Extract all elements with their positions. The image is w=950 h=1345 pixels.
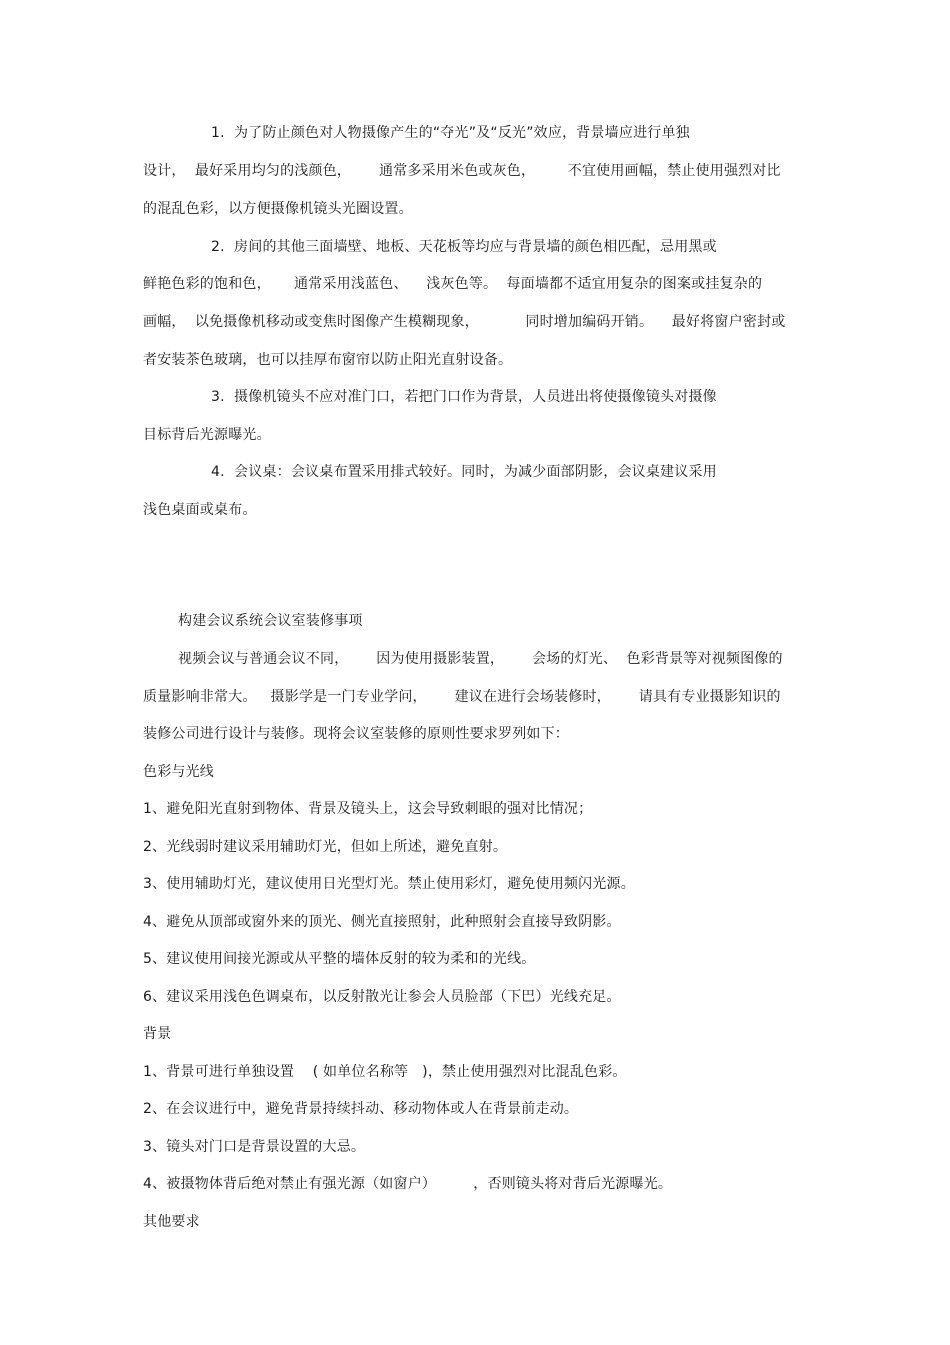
paragraph-2-line-3: 画幅， 以免摄像机移动或变焦时图像产生模糊现象， 同时增加编码开销。 最好将窗户密封或 <box>143 314 786 330</box>
list-item: 1、背景可进行单独设置 ( 如单位名称等 )，禁止使用强烈对比混乱色彩。 <box>143 1064 627 1080</box>
paragraph-2-line-1: 2. 房间的其他三面墙壁、地板、天花板等均应与背景墙的颜色相匹配，忌用黑或 <box>211 239 717 255</box>
paragraph-3-line-1: 3. 摄像机镜头不应对准门口，若把门口作为背景，人员进出将使摄像镜头对摄像 <box>211 389 717 405</box>
intro-line-2: 质量影响非常大。 摄影学是一门专业学问， 建议在进行会场装修时， 请具有专业摄影知识的 <box>143 689 781 705</box>
section-title: 构建会议系统会议室装修事项 <box>178 613 363 629</box>
paragraph-2-line-4: 者安装茶色玻璃，也可以挂厚布窗帘以防止阳光直射设备。 <box>143 352 513 368</box>
list-item: 1、避免阳光直射到物体、背景及镜头上，这会导致刺眼的强对比情况； <box>143 801 593 817</box>
list-item: 2、光线弱时建议采用辅助灯光，但如上所述，避免直射。 <box>143 839 508 855</box>
paragraph-4-line-1: 4. 会议桌：会议桌布置采用排式较好。同时，为减少面部阴影，会议桌建议采用 <box>211 464 717 480</box>
list-item: 3、使用辅助灯光，建议使用日光型灯光。禁止使用彩灯，避免使用频闪光源。 <box>143 876 635 892</box>
list-item: 6、建议采用浅色色调桌布，以反射散光让参会人员脸部（下巴）光线充足。 <box>143 989 621 1005</box>
paragraph-1-line-2: 设计， 最好采用均匀的浅颜色， 通常多采用米色或灰色， 不宜使用画幅，禁止使用强烈对比 <box>143 163 781 179</box>
list-item: 4、被摄物体背后绝对禁止有强光源（如窗户） ，否则镜头将对背后光源曝光。 <box>143 1176 673 1192</box>
heading-color-light: 色彩与光线 <box>143 764 214 780</box>
paragraph-2-line-2: 鲜艳色彩的饱和色， 通常采用浅蓝色、 浅灰色等。 每面墙都不适宜用复杂的图案或挂复杂的 <box>143 276 763 292</box>
paragraph-1-line-3: 的混乱色彩，以方便摄像机镜头光圈设置。 <box>143 201 413 217</box>
list-item: 5、建议使用间接光源或从平整的墙体反射的较为柔和的光线。 <box>143 951 536 967</box>
paragraph-3-line-2: 目标背后光源曝光。 <box>143 427 271 443</box>
intro-line-1: 视频会议与普通会议不同， 因为使用摄影装置， 会场的灯光、 色彩背景等对视频图像的 <box>178 651 783 667</box>
list-item: 3、镜头对门口是背景设置的大忌。 <box>143 1139 366 1155</box>
paragraph-4-line-2: 浅色桌面或桌布。 <box>143 502 257 518</box>
list-item: 2、在会议进行中，避免背景持续抖动、移动物体或人在背景前走动。 <box>143 1101 579 1117</box>
paragraph-1-line-1: 1. 为了防止颜色对人物摄像产生的“夺光”及“反光”效应，背景墙应进行单独 <box>211 125 690 141</box>
heading-other-requirements: 其他要求 <box>143 1214 200 1230</box>
list-item: 4、避免从顶部或窗外来的顶光、侧光直接照射，此种照射会直接导致阴影。 <box>143 914 621 930</box>
heading-background: 背景 <box>143 1026 172 1042</box>
intro-line-3: 装修公司进行设计与装修。现将会议室装修的原则性要求罗列如下： <box>143 726 569 742</box>
